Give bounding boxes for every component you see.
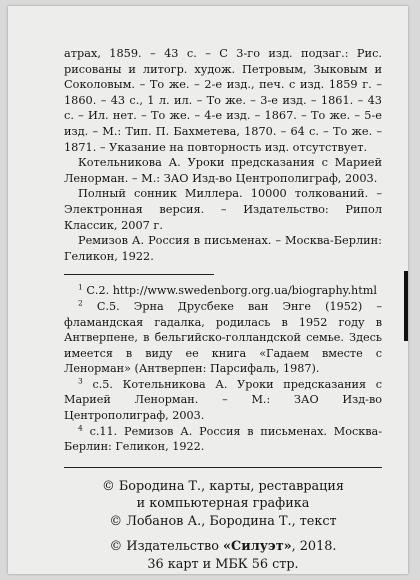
page-content [64,46,382,573]
footnote-3 [64,377,382,424]
copyright-line-2: и компьютерная графика [136,496,310,512]
edition-info: 36 карт и МБК 56 стр. [147,556,299,572]
book-page [8,6,408,574]
footnote-text: С.5. Эрна Друсбеке ван Энге (1952) – фламандская гадалка, родилась в 1952 году в Антверпене, в бельгийско-голландской семье. Здесь имеется в виду ее книга «Гадаем вместе с Ленорман» (Антверпен: Парсифаль, 1987). [64,299,382,376]
bibliography-entry-miller: Полный сонник Миллера. 10000 толкований. – Электронная версия. – Издательство: Рипол Классик, 2007 г. [64,187,382,232]
bibliography-entry-remizov: Ремизов А. Россия в письменах. – Москва-Берлин: Геликон, 1922. [64,234,382,263]
footnote-1 [64,283,382,299]
footnote-divider [64,274,214,275]
copyright-divider [64,467,382,468]
publisher-suffix: , 2018. [291,539,337,555]
publisher-name: «Силуэт» [223,539,292,555]
bibliography-entry-kotelnikova: Котельникова А. Уроки предсказания с Марией Ленорман. – М.: ЗАО Изд-во Центрополиграф, 2003. [64,156,382,185]
footnote-number: 2 [78,298,83,308]
footnote-text: с.5. Котельникова А. Уроки предсказания с Марией Ленорман. – М.: ЗАО Изд-во Центрополиграф, 2003. [64,377,382,423]
footnote-number: 3 [78,376,83,386]
publisher-line [64,538,382,556]
footnote-text: с.11. Ремизов А. Россия в письменах. Москва-Берлин: Геликон, 1922. [64,424,382,454]
footnote-number: 1 [78,282,83,292]
footnote-2 [64,299,382,377]
footnote-4 [64,424,382,455]
publisher-prefix: © Издательство [109,539,224,555]
footnote-text: С.2. http://www.swedenborg.org.ua/biography.html [86,284,377,298]
copyright-line-1: © Бородина Т., карты, реставрация [102,478,344,494]
page-edge-mark [404,271,408,341]
footnote-number: 4 [78,422,83,432]
copyright-line-3: © Лобанов А., Бородина Т., текст [109,513,337,529]
bibliography-continuation: атрах, 1859. – 43 с. – С 3-го изд. подзаг.: Рис. рисованы и литогр. худож. Петровым, Зыковым и Соколовым. – То же. – 2-е изд., печ. с изд. 1859 г. – 1860. – 43 с., 1 л. ил. – То же. – 3-е изд. – 1861. – 43 с. – Ил. нет. – То же. – 4-е изд. – 1867. – То же. – 5-е изд. – М.: Тип. П. Бахметева, 1870. – 64 с. – То же. – 1871. – Указание на повторность изд. отсутствует. [64,47,382,154]
